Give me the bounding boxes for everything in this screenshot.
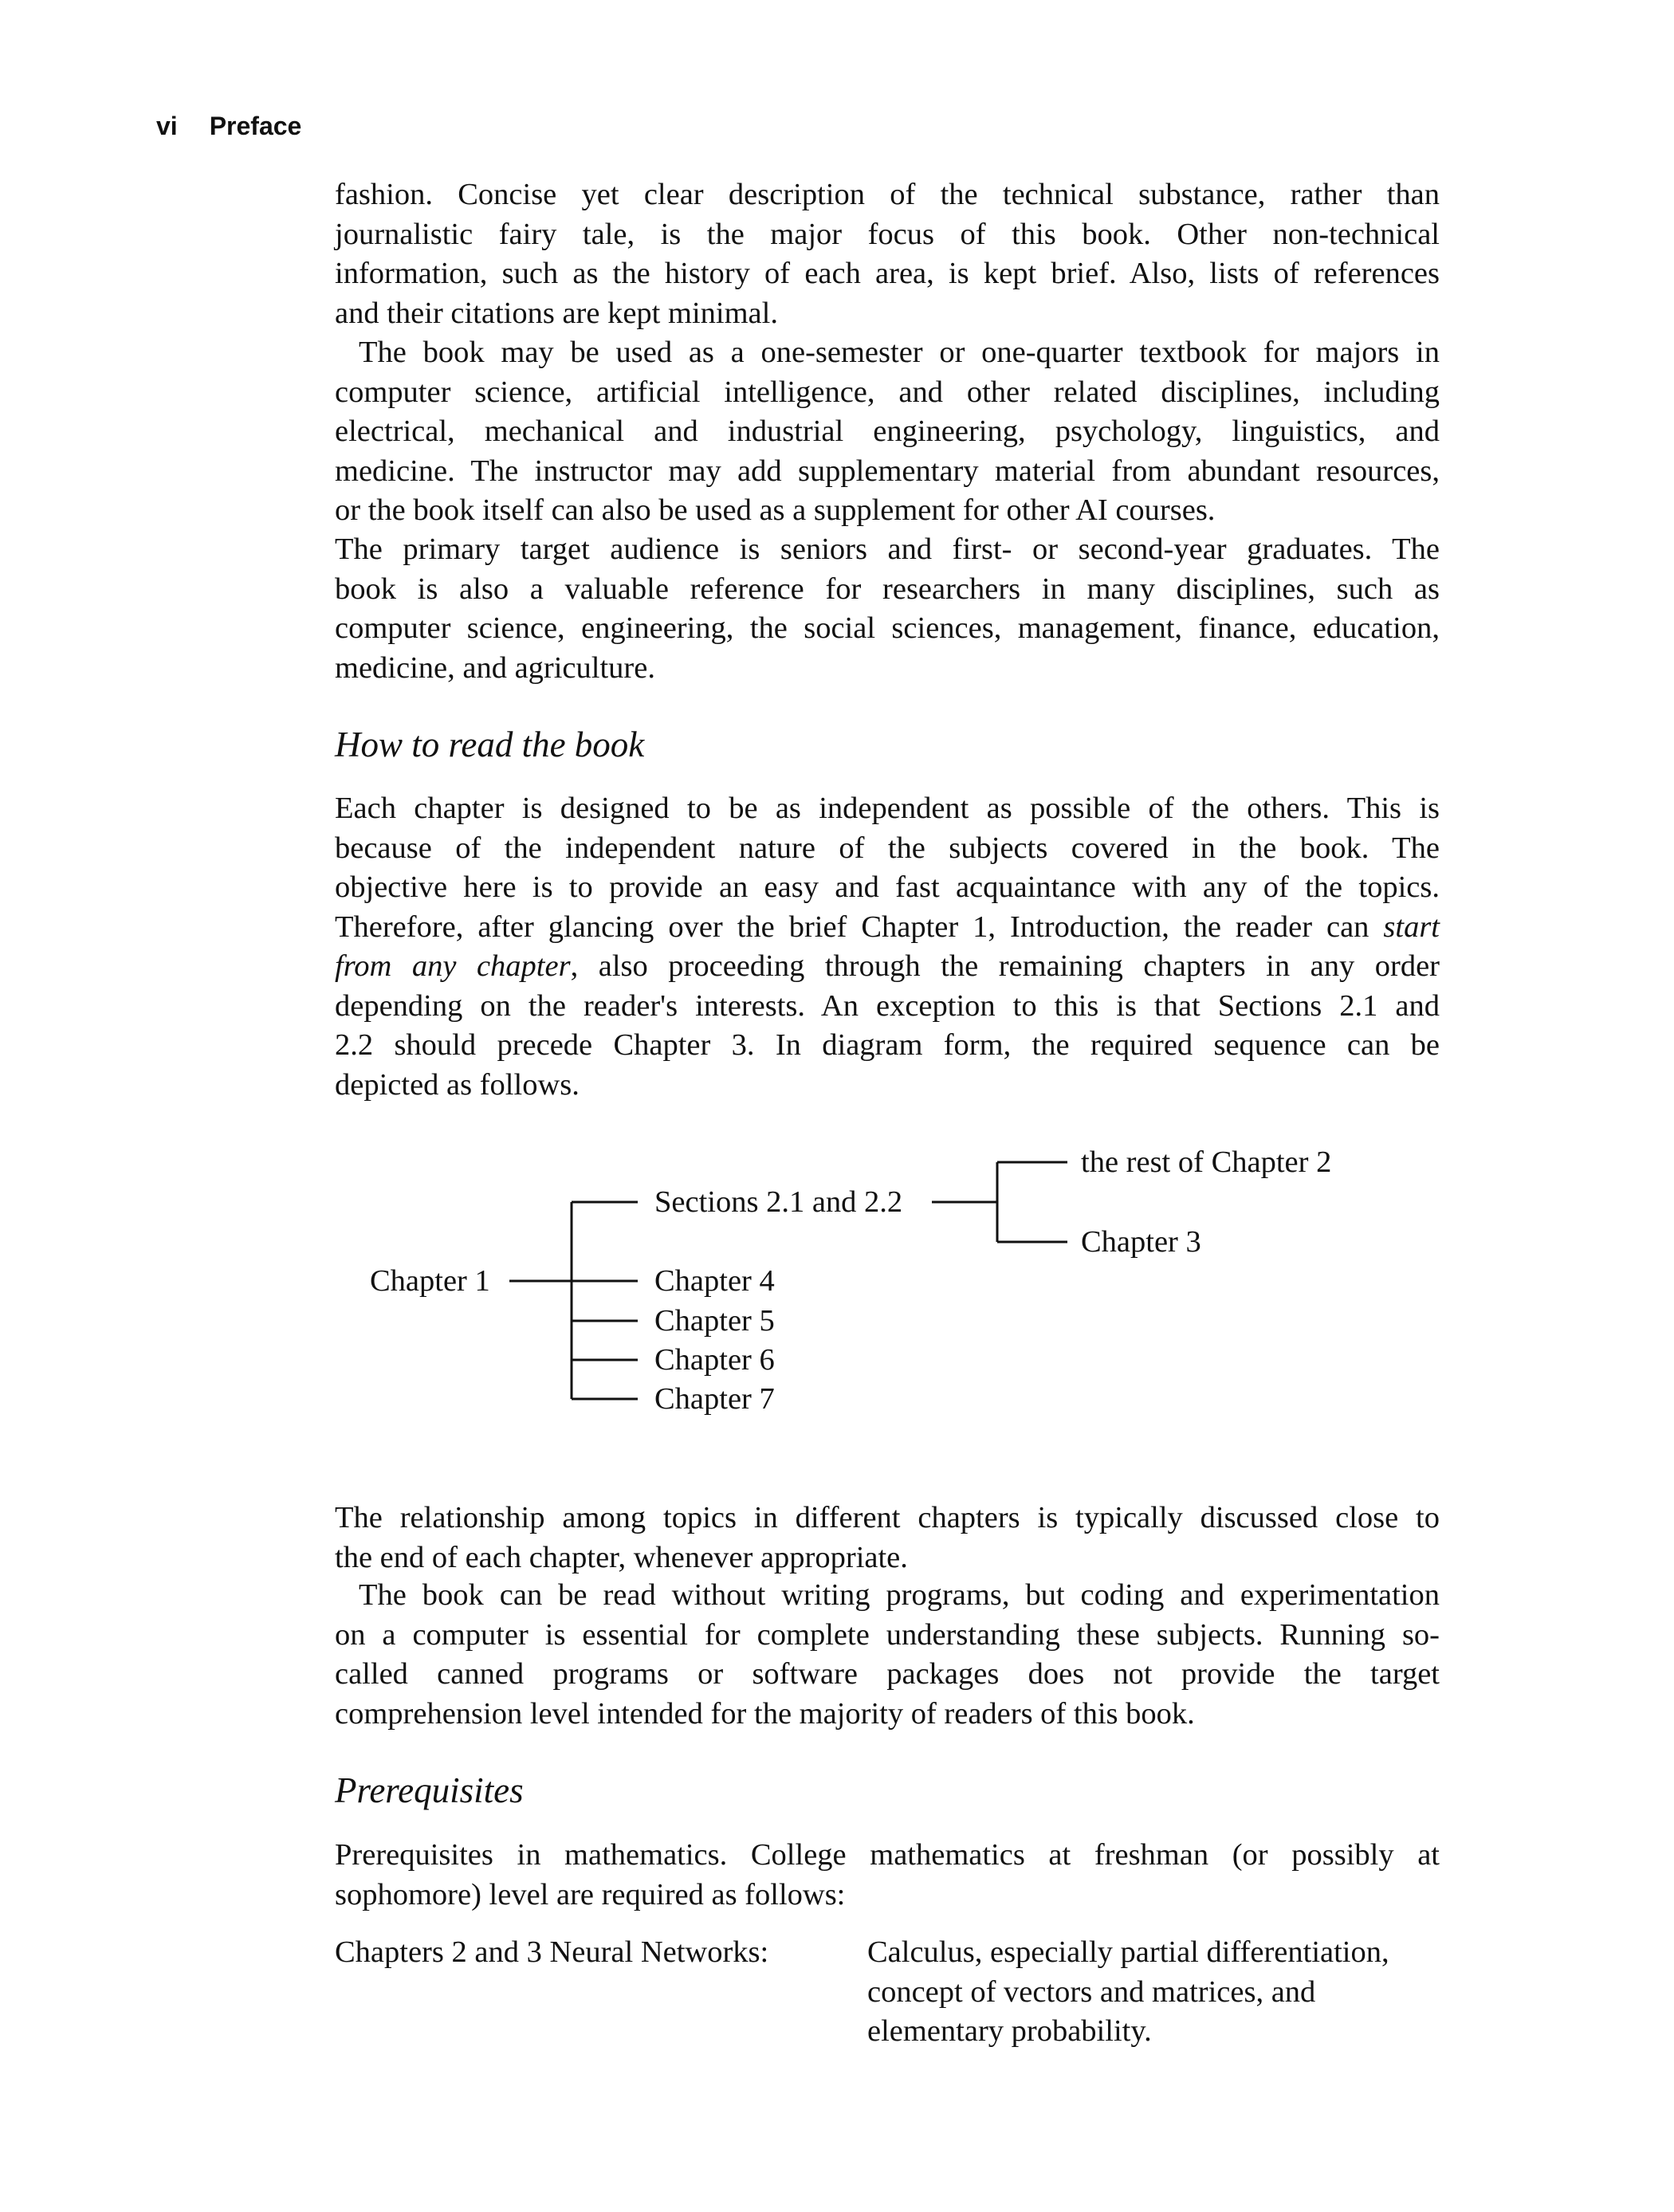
text-line: elementary probability.	[867, 2014, 1152, 2048]
text-line: comprehension level intended for the majority of readers of this book.	[335, 1696, 1195, 1731]
text-span: , also proceeding through the remaining chapters in any order	[570, 949, 1440, 983]
node-chapter-5: Chapter 5	[654, 1304, 775, 1338]
text-line: objective here is to provide an easy and fast acquaintance with any of the topics.	[335, 870, 1440, 904]
section-heading-prerequisites: Prerequisites	[335, 1770, 524, 1810]
text-line: computer science, artificial intelligence, and other related disciplines, including	[335, 375, 1440, 409]
text-line: The primary target audience is seniors and first- or second-year graduates. The	[335, 532, 1440, 566]
text-line: Each chapter is designed to be as independent as possible of the others. This is	[335, 792, 1440, 825]
emphasis: start	[1383, 910, 1440, 944]
text-line: sophomore) level are required as follows:	[335, 1877, 846, 1911]
text-line: on a computer is essential for complete understanding these subjects. Running so-	[335, 1617, 1440, 1652]
text-line: book is also a valuable reference for researchers in many disciplines, such as	[335, 572, 1440, 606]
prereq-label: Chapters 2 and 3 Neural Networks:	[335, 1935, 769, 1969]
node-chapter-4: Chapter 4	[654, 1264, 775, 1298]
text-line: medicine. The instructor may add supplementary material from abundant resources,	[335, 454, 1440, 488]
text-line: The book may be used as a one-semester or one-quarter textbook for majors in	[359, 336, 1440, 369]
text-line: because of the independent nature of the subjects covered in the book. The	[335, 831, 1440, 865]
page-number: vi	[156, 112, 178, 140]
prereq-value	[867, 1933, 1389, 2052]
emphasis: from any chapter	[335, 949, 571, 983]
text-line: The book can be read without writing programs, but coding and experimentation	[359, 1578, 1440, 1612]
node-chapter-6: Chapter 6	[654, 1343, 775, 1377]
text-line: The relationship among topics in different chapters is typically discussed close to	[335, 1501, 1440, 1534]
paragraph-5	[335, 1499, 1440, 1577]
text-line: Calculus, especially partial differentiation,	[867, 1935, 1389, 1969]
text-line: medicine, and agriculture.	[335, 650, 655, 685]
section-heading-how-to-read: How to read the book	[335, 725, 645, 764]
node-chapter-1: Chapter 1	[370, 1264, 490, 1298]
text-line: electrical, mechanical and industrial engineering, psychology, linguistics, and	[335, 415, 1440, 448]
node-sections-2-1-2-2: Sections 2.1 and 2.2	[654, 1185, 903, 1219]
text-line: the end of each chapter, whenever appropriate.	[335, 1540, 908, 1574]
text-line: fashion. Concise yet clear description of the technical substance, rather than	[335, 178, 1440, 211]
text-line: Prerequisites in mathematics. College mathematics at freshman (or possibly at	[335, 1838, 1440, 1872]
node-chapter-7: Chapter 7	[654, 1382, 775, 1416]
text-line: and their citations are kept minimal.	[335, 296, 778, 330]
running-title: Preface	[209, 112, 302, 140]
text-line: 2.2 should precede Chapter 3. In diagram form, the required sequence can be	[335, 1028, 1440, 1062]
text-line: called canned programs or software packages does not provide the target	[335, 1657, 1440, 1691]
text-line: information, such as the history of each area, is kept brief. Also, lists of references	[335, 257, 1440, 290]
node-rest-of-chapter-2: the rest of Chapter 2	[1081, 1145, 1332, 1179]
paragraph-6	[335, 1576, 1440, 1734]
text-span: Therefore, after glancing over the brief Chapter 1, Introduction, the reader can	[335, 910, 1384, 944]
text-line: or the book itself can also be used as a supplement for other AI courses.	[335, 493, 1216, 527]
text-line: concept of vectors and matrices, and	[867, 1974, 1316, 2009]
text-line: computer science, engineering, the social sciences, management, finance, education,	[335, 611, 1440, 645]
text-line: journalistic fairy tale, is the major focus of this book. Other non-technical	[335, 217, 1440, 251]
text-line: depicted as follows.	[335, 1067, 580, 1102]
paragraph-7	[335, 1836, 1440, 1915]
text-line: depending on the reader's interests. An exception to this is that Sections 2.1 and	[335, 988, 1440, 1023]
node-chapter-3: Chapter 3	[1081, 1225, 1201, 1259]
